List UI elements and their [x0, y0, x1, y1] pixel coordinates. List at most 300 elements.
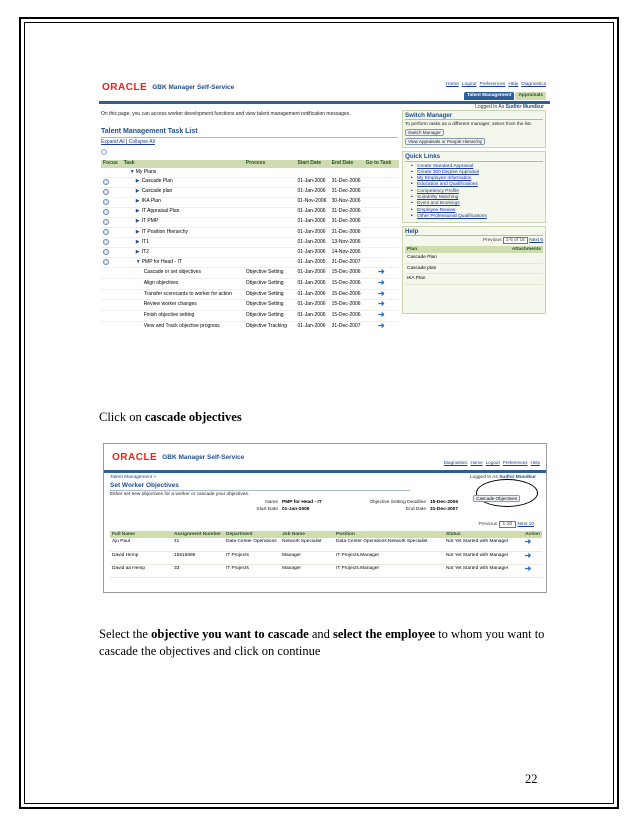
name-value-wrap	[282, 500, 322, 505]
go-to-task-cell	[364, 258, 399, 268]
start-date-cell: 01-Jan-2006	[296, 207, 330, 217]
end-date-cell: 15-Dec-2006	[330, 289, 364, 300]
focus-icon[interactable]	[103, 209, 109, 215]
process-cell	[244, 258, 296, 268]
previous-link[interactable]: Previous	[478, 522, 498, 527]
task-row[interactable]	[101, 268, 399, 279]
task-cell	[122, 268, 244, 279]
full-name-cell: David aa Hemp	[110, 564, 172, 577]
plan-name: IKA Plan	[405, 274, 475, 285]
task-row[interactable]	[101, 197, 399, 207]
focus-cell	[101, 300, 122, 311]
separator: |	[126, 139, 128, 145]
quick-link[interactable]: • My Employee Information	[405, 176, 543, 182]
heading-rule	[101, 137, 398, 138]
heading-rule	[110, 490, 410, 491]
status-cell: Not Yet Started with Manager	[444, 538, 514, 551]
task-cell	[122, 237, 244, 247]
start-date-cell: 01-Jan-2006	[296, 289, 330, 300]
plan-name: Cascade plan	[405, 263, 475, 274]
end-date-cell: 30-Nov-2006	[330, 197, 364, 207]
task-row[interactable]	[101, 207, 399, 217]
col-plan: Plan	[405, 246, 475, 254]
expand-icon[interactable]: ▶	[135, 198, 140, 205]
task-row[interactable]	[101, 258, 399, 268]
quick-link[interactable]: • Create 360 Degree Appraisal	[405, 170, 543, 176]
previous-link[interactable]: Previous	[482, 238, 502, 244]
employee-row[interactable]	[110, 538, 542, 551]
task-name: IT1	[141, 238, 149, 245]
go-to-task-cell	[364, 311, 399, 322]
focus-cell	[101, 248, 122, 258]
job-name-cell: Manager	[280, 551, 334, 564]
task-cell	[122, 227, 244, 237]
tab-appraisals[interactable]: Appraisals	[515, 92, 546, 100]
quick-links-list	[405, 164, 543, 221]
task-name: Cascade plan	[141, 188, 173, 195]
collapse-all-link[interactable]: Collapse All	[128, 139, 155, 145]
go-to-task-cell	[364, 248, 399, 258]
focus-icon[interactable]	[103, 189, 109, 195]
logged-in-user: Sudhir Mundkur	[505, 104, 544, 110]
go-to-task-cell	[364, 197, 399, 207]
position-cell: IT Projects.Manager	[334, 551, 444, 564]
process-cell	[244, 197, 296, 207]
brand	[102, 82, 234, 94]
end-date-cell: 14-Nov-2006	[330, 248, 364, 258]
app-title: GBK Manager Self-Service	[162, 454, 245, 461]
logout-link[interactable]: Logout	[461, 82, 477, 87]
go-to-task-icon[interactable]: ➜	[378, 299, 385, 309]
employee-row[interactable]	[110, 564, 542, 577]
process-cell: Objective Setting	[244, 278, 296, 289]
task-name: Finish objective setting	[143, 312, 195, 319]
focus-cell	[101, 168, 122, 177]
task-row[interactable]	[101, 177, 399, 187]
action-cell	[514, 564, 542, 577]
view-appraisals-button[interactable]: View Appraisals or People Hierarchy	[405, 138, 485, 145]
plan-table	[405, 246, 543, 285]
task-cell	[122, 311, 244, 322]
highlight-circle	[476, 479, 538, 507]
col-attachments: Attachments	[475, 246, 543, 254]
end-date-cell: 15-Dec-2006	[330, 268, 364, 279]
end-date-cell: 31-Dec-2006	[330, 187, 364, 197]
logout-link[interactable]: Logout	[485, 460, 500, 465]
task-row[interactable]	[101, 227, 399, 237]
task-name: Transfer scorecards to worker for action	[143, 290, 232, 297]
focus-icon[interactable]	[103, 239, 109, 245]
end-date-cell: 15-Dec-2006	[330, 278, 364, 289]
switch-manager-button[interactable]: Switch Manager	[405, 129, 444, 136]
caption2-b1: objective you want to cascade	[151, 627, 309, 641]
employee-table	[110, 531, 542, 578]
start-value-wrap	[282, 507, 309, 512]
global-links	[446, 82, 546, 88]
breadcrumb[interactable]: Talent Management >	[110, 475, 157, 480]
col-focus[interactable]: Focus	[101, 160, 122, 168]
action-icon[interactable]: ➜	[524, 537, 532, 546]
process-cell: Objective Tracking	[244, 321, 296, 332]
assignment-cell: 15516686	[172, 551, 224, 564]
set-worker-objectives-screenshot	[103, 443, 547, 593]
task-cell	[122, 248, 244, 258]
process-cell: Objective Setting	[244, 311, 296, 322]
range-select[interactable]: 1-10	[499, 521, 517, 528]
focus-icon[interactable]	[103, 229, 109, 235]
start-date-cell: 01-Jan-2006	[296, 217, 330, 227]
go-to-task-cell	[364, 268, 399, 279]
col-task[interactable]: Task	[122, 160, 244, 168]
task-cell	[122, 278, 244, 289]
logged-in-label: Logged In As	[469, 475, 498, 480]
status-cell: Not Yet Started with Manager	[444, 551, 514, 564]
start-label-wrap	[178, 507, 278, 512]
col-job-name[interactable]: Job Name	[280, 531, 334, 538]
focus-cell	[101, 268, 122, 279]
intro-text: On this page, you can access worker development functions and view talent management notification messages.	[101, 111, 351, 117]
employee-row[interactable]	[110, 551, 542, 564]
quick-links-title: Quick Links	[405, 153, 543, 161]
start-date-cell	[296, 168, 330, 177]
go-to-task-cell	[364, 168, 399, 177]
start-date-cell: 01-Jan-2006	[296, 248, 330, 258]
expand-icon[interactable]: ▶	[135, 178, 140, 185]
pager	[478, 522, 534, 527]
col-start-date[interactable]: Start Date	[296, 160, 330, 168]
side-panels	[402, 110, 546, 332]
start-date-cell: 01-Jan-2006	[296, 321, 330, 332]
task-cell	[122, 197, 244, 207]
quick-link[interactable]: • Education and Qualifications	[405, 182, 543, 188]
switch-manager-title: Switch Manager	[405, 112, 543, 120]
go-to-task-cell	[364, 177, 399, 187]
col-position[interactable]: Position	[334, 531, 444, 538]
task-row[interactable]	[101, 168, 399, 177]
app-title: GBK Manager Self-Service	[152, 84, 235, 92]
task-name: IT PMP	[141, 218, 159, 225]
task-row[interactable]	[101, 289, 399, 300]
task-row[interactable]	[101, 248, 399, 258]
deadline-label: Objective Setting Deadline	[369, 500, 426, 505]
task-name: Align objectives	[143, 279, 179, 286]
name-label-wrap	[178, 500, 278, 505]
plan-row[interactable]	[405, 274, 543, 285]
process-cell	[244, 227, 296, 237]
caption2-t1: Select the	[99, 627, 152, 641]
home-link[interactable]: Home	[445, 82, 459, 87]
plan-row[interactable]	[405, 263, 543, 274]
diagnostics-link[interactable]: Diagnostics	[443, 460, 468, 465]
task-table	[101, 160, 399, 332]
focus-cell	[101, 237, 122, 247]
focus-icon[interactable]	[103, 219, 109, 225]
caption2-t2: and	[308, 627, 334, 641]
task-name: Review worker changes	[143, 301, 197, 308]
collapse-icon[interactable]: ▼	[129, 168, 135, 175]
focus-icon[interactable]	[103, 249, 109, 255]
process-cell	[244, 237, 296, 247]
focus-icon[interactable]	[103, 259, 109, 265]
focus-cell	[101, 187, 122, 197]
caption-select-objective	[99, 626, 549, 660]
col-action[interactable]: Action	[514, 531, 542, 538]
focus-icon[interactable]	[103, 199, 109, 205]
next-link[interactable]: Next 10	[517, 522, 534, 527]
go-to-task-cell	[364, 278, 399, 289]
help-title: Help	[405, 228, 543, 236]
start-date-cell: 01-Jan-2006	[296, 177, 330, 187]
range-select[interactable]: 1-5 of 16	[503, 237, 528, 244]
process-cell: Objective Setting	[244, 300, 296, 311]
full-name-cell: Aju Paul	[110, 538, 172, 551]
start-date-cell: 01-Nov-2006	[296, 197, 330, 207]
process-cell	[244, 187, 296, 197]
deadline-value: 15-Dec-2006	[430, 500, 459, 505]
task-rows	[101, 168, 399, 332]
task-row[interactable]	[101, 187, 399, 197]
end-date-value: 31-Dec-2007	[430, 507, 459, 512]
task-cell	[122, 207, 244, 217]
help-pager	[405, 238, 543, 244]
preferences-link[interactable]: Preferences	[502, 460, 528, 465]
end-date-cell: 31-Dec-2006	[330, 177, 364, 187]
header-bar	[104, 470, 547, 473]
task-name: View and Track objective progress	[143, 322, 220, 329]
job-name-cell: Manager	[280, 564, 334, 577]
quick-link[interactable]: • Create Standard Appraisal	[405, 164, 543, 170]
focus-cell	[101, 197, 122, 207]
expand-collapse	[101, 140, 155, 146]
expand-icon[interactable]: ▶	[135, 238, 140, 245]
caption2-t3: to whom you want to cascade the objectives and click on continue	[99, 627, 545, 658]
end-date-cell: 31-Dec-2007	[330, 321, 364, 332]
global-links	[444, 460, 540, 465]
deadline-label-wrap	[324, 500, 426, 505]
plan-row[interactable]	[405, 253, 543, 263]
go-to-task-icon[interactable]: ➜	[378, 310, 385, 320]
go-to-task-cell	[364, 289, 399, 300]
plan-name: Cascade Plan	[405, 253, 475, 263]
focus-icon[interactable]	[103, 179, 109, 185]
end-date-label: End Date	[405, 507, 426, 512]
next-link[interactable]: Next 5	[529, 238, 543, 244]
go-to-task-cell	[364, 227, 399, 237]
col-end-date[interactable]: End Date	[330, 160, 364, 168]
go-to-task-cell	[364, 321, 399, 332]
quick-link[interactable]: • Employee Review	[405, 208, 543, 214]
col-assignment-number[interactable]: Assignment Number	[172, 531, 224, 538]
task-cell	[122, 177, 244, 187]
process-cell: Objective Setting	[244, 268, 296, 279]
switch-manager-text: To perform tasks as a different manager, select from the list.	[405, 122, 533, 128]
brand	[112, 452, 244, 463]
home-link[interactable]: Home	[470, 460, 483, 465]
go-to-task-icon[interactable]: ➜	[378, 277, 385, 287]
page-title: Set Worker Objectives	[110, 482, 179, 489]
tabs	[464, 92, 546, 100]
end-label-wrap	[324, 507, 426, 512]
col-full-name[interactable]: Full Name	[110, 531, 172, 538]
col-department[interactable]: Department	[224, 531, 280, 538]
oracle-logo: ORACLE	[102, 82, 148, 93]
switch-manager-panel	[402, 110, 546, 148]
process-cell	[244, 207, 296, 217]
focus-cell	[101, 289, 122, 300]
task-list-heading: Talent Management Task List	[101, 128, 198, 135]
focus-cell	[101, 278, 122, 289]
end-date-cell: 13-Nov-2006	[330, 237, 364, 247]
department-cell: Data Center Operations	[224, 538, 280, 551]
start-date-label: Start Date	[256, 507, 278, 512]
department-cell: IT Projects	[224, 564, 280, 577]
start-date-cell: 01-Jan-2005	[296, 258, 330, 268]
focus-cell	[101, 321, 122, 332]
task-name: PMP for Head - IT	[141, 258, 182, 265]
focus-cell	[101, 258, 122, 268]
end-date-cell: 31-Dec-2007	[330, 258, 364, 268]
task-row[interactable]	[101, 321, 399, 332]
caption1-bold: cascade objectives	[144, 410, 242, 424]
task-name: IT Position Hierarchy	[141, 228, 189, 235]
end-date-cell: 31-Dec-2006	[330, 217, 364, 227]
task-name: Cascade Plan	[141, 178, 173, 185]
logged-in-user: Sudhir Mundkur	[499, 475, 536, 480]
task-cell	[122, 258, 244, 268]
end-date-cell: 15-Dec-2006	[330, 300, 364, 311]
action-icon[interactable]: ➜	[524, 550, 532, 560]
process-cell	[244, 168, 296, 177]
process-cell	[244, 217, 296, 227]
tab-talent-management[interactable]: Talent Management	[464, 92, 514, 100]
focus-cell	[101, 207, 122, 217]
start-date-cell: 01-Jan-2006	[296, 237, 330, 247]
focus-cell	[101, 177, 122, 187]
focus-cell	[101, 311, 122, 322]
task-cell	[122, 289, 244, 300]
start-date-cell: 01-Jan-2006	[296, 300, 330, 311]
talent-management-screenshot	[99, 80, 550, 332]
go-to-task-cell	[364, 187, 399, 197]
employee-rows	[110, 538, 542, 577]
task-name: Cascade or set objectives	[143, 269, 201, 276]
task-name: My Plans	[135, 168, 157, 175]
position-cell: Data Center Operations.Network Specialist	[334, 538, 444, 551]
focus-cell	[101, 217, 122, 227]
collapse-icon[interactable]: ▼	[135, 258, 141, 265]
quick-link[interactable]: • Event and Bookings	[405, 201, 543, 207]
go-to-task-icon[interactable]: ➜	[378, 267, 385, 277]
go-to-task-cell	[364, 207, 399, 217]
task-cell	[122, 321, 244, 332]
expand-icon[interactable]: ▶	[135, 228, 140, 235]
assignment-cell: 41	[172, 538, 224, 551]
expand-all-link[interactable]: Expand All	[101, 139, 125, 145]
task-name: IT Appraisal Plan	[141, 208, 180, 215]
help-link[interactable]: Help	[530, 460, 540, 465]
help-panel	[402, 226, 546, 314]
col-status[interactable]: Status	[444, 531, 514, 538]
task-row[interactable]	[101, 217, 399, 227]
action-icon[interactable]: ➜	[524, 563, 532, 573]
position-cell: IT Projects.Manager	[334, 564, 444, 577]
expand-icon[interactable]: ▶	[135, 208, 140, 215]
caption1-prefix: Click on	[99, 410, 145, 424]
go-to-task-icon[interactable]: ➜	[378, 320, 385, 330]
task-name: IKA Plan	[141, 198, 161, 205]
end-date-cell: 31-Dec-2006	[330, 207, 364, 217]
end-date-cell	[330, 168, 364, 177]
intro-text: Either set new objectives for a worker or cascade your objectives.	[110, 492, 250, 497]
process-cell	[244, 177, 296, 187]
start-date-cell: 01-Jan-2006	[296, 187, 330, 197]
task-row[interactable]	[101, 311, 399, 322]
quick-link[interactable]: • Competency Profile	[405, 189, 543, 195]
quick-link[interactable]: • Suitability Matching	[405, 195, 543, 201]
task-row[interactable]	[101, 278, 399, 289]
expand-icon[interactable]: ▶	[135, 248, 140, 255]
help-link[interactable]: Help	[508, 82, 519, 87]
cascade-objectives-button[interactable]: Cascade Objectives	[473, 495, 520, 502]
task-cell	[122, 300, 244, 311]
name-value: PMP for Head - IT	[282, 500, 322, 505]
quick-link[interactable]: • Other Professional Qualifications	[405, 214, 543, 220]
end-value-wrap	[430, 507, 458, 512]
action-cell	[514, 538, 542, 551]
quick-links-panel	[402, 151, 546, 223]
caption-click-cascade	[99, 409, 242, 426]
expand-icon[interactable]: ▶	[135, 218, 140, 225]
end-date-cell: 15-Dec-2006	[330, 311, 364, 322]
task-cell	[122, 168, 244, 177]
expand-icon[interactable]: ▶	[135, 188, 140, 195]
preferences-link[interactable]: Preferences	[479, 82, 506, 87]
end-date-cell: 31-Dec-2006	[330, 227, 364, 237]
focus-root-icon[interactable]	[101, 149, 107, 155]
col-go-to-task[interactable]: Go to Task	[364, 160, 399, 168]
start-date-cell: 01-Jan-2006	[296, 227, 330, 237]
assignment-cell: 33	[172, 564, 224, 577]
name-label: Name	[265, 500, 278, 505]
start-date-value: 01-Jan-2005	[282, 507, 310, 512]
action-cell	[514, 551, 542, 564]
logged-in-label: Logged In As	[475, 104, 505, 110]
col-process[interactable]: Process	[244, 160, 296, 168]
diagnostics-link[interactable]: Diagnostics	[521, 82, 546, 87]
start-date-cell: 01-Jan-2006	[296, 311, 330, 322]
go-to-task-cell	[364, 237, 399, 247]
task-cell	[122, 187, 244, 197]
process-cell	[244, 248, 296, 258]
page-number: 22	[525, 772, 538, 786]
task-row[interactable]	[101, 300, 399, 311]
caption2-b2: select the employee	[333, 627, 436, 641]
department-cell: IT Projects	[224, 551, 280, 564]
go-to-task-icon[interactable]: ➜	[378, 288, 385, 298]
job-name-cell: Network Specialist	[280, 538, 334, 551]
oracle-logo: ORACLE	[112, 452, 158, 463]
full-name-cell: David Hemp	[110, 551, 172, 564]
task-row[interactable]	[101, 237, 399, 247]
status-cell: Not Yet Started with Manager	[444, 564, 514, 577]
go-to-task-cell	[364, 217, 399, 227]
go-to-task-cell	[364, 300, 399, 311]
process-cell: Objective Setting	[244, 289, 296, 300]
task-name: IT2	[141, 248, 149, 255]
deadline-value-wrap	[430, 500, 458, 505]
start-date-cell: 01-Jan-2006	[296, 278, 330, 289]
start-date-cell: 01-Jan-2006	[296, 268, 330, 279]
